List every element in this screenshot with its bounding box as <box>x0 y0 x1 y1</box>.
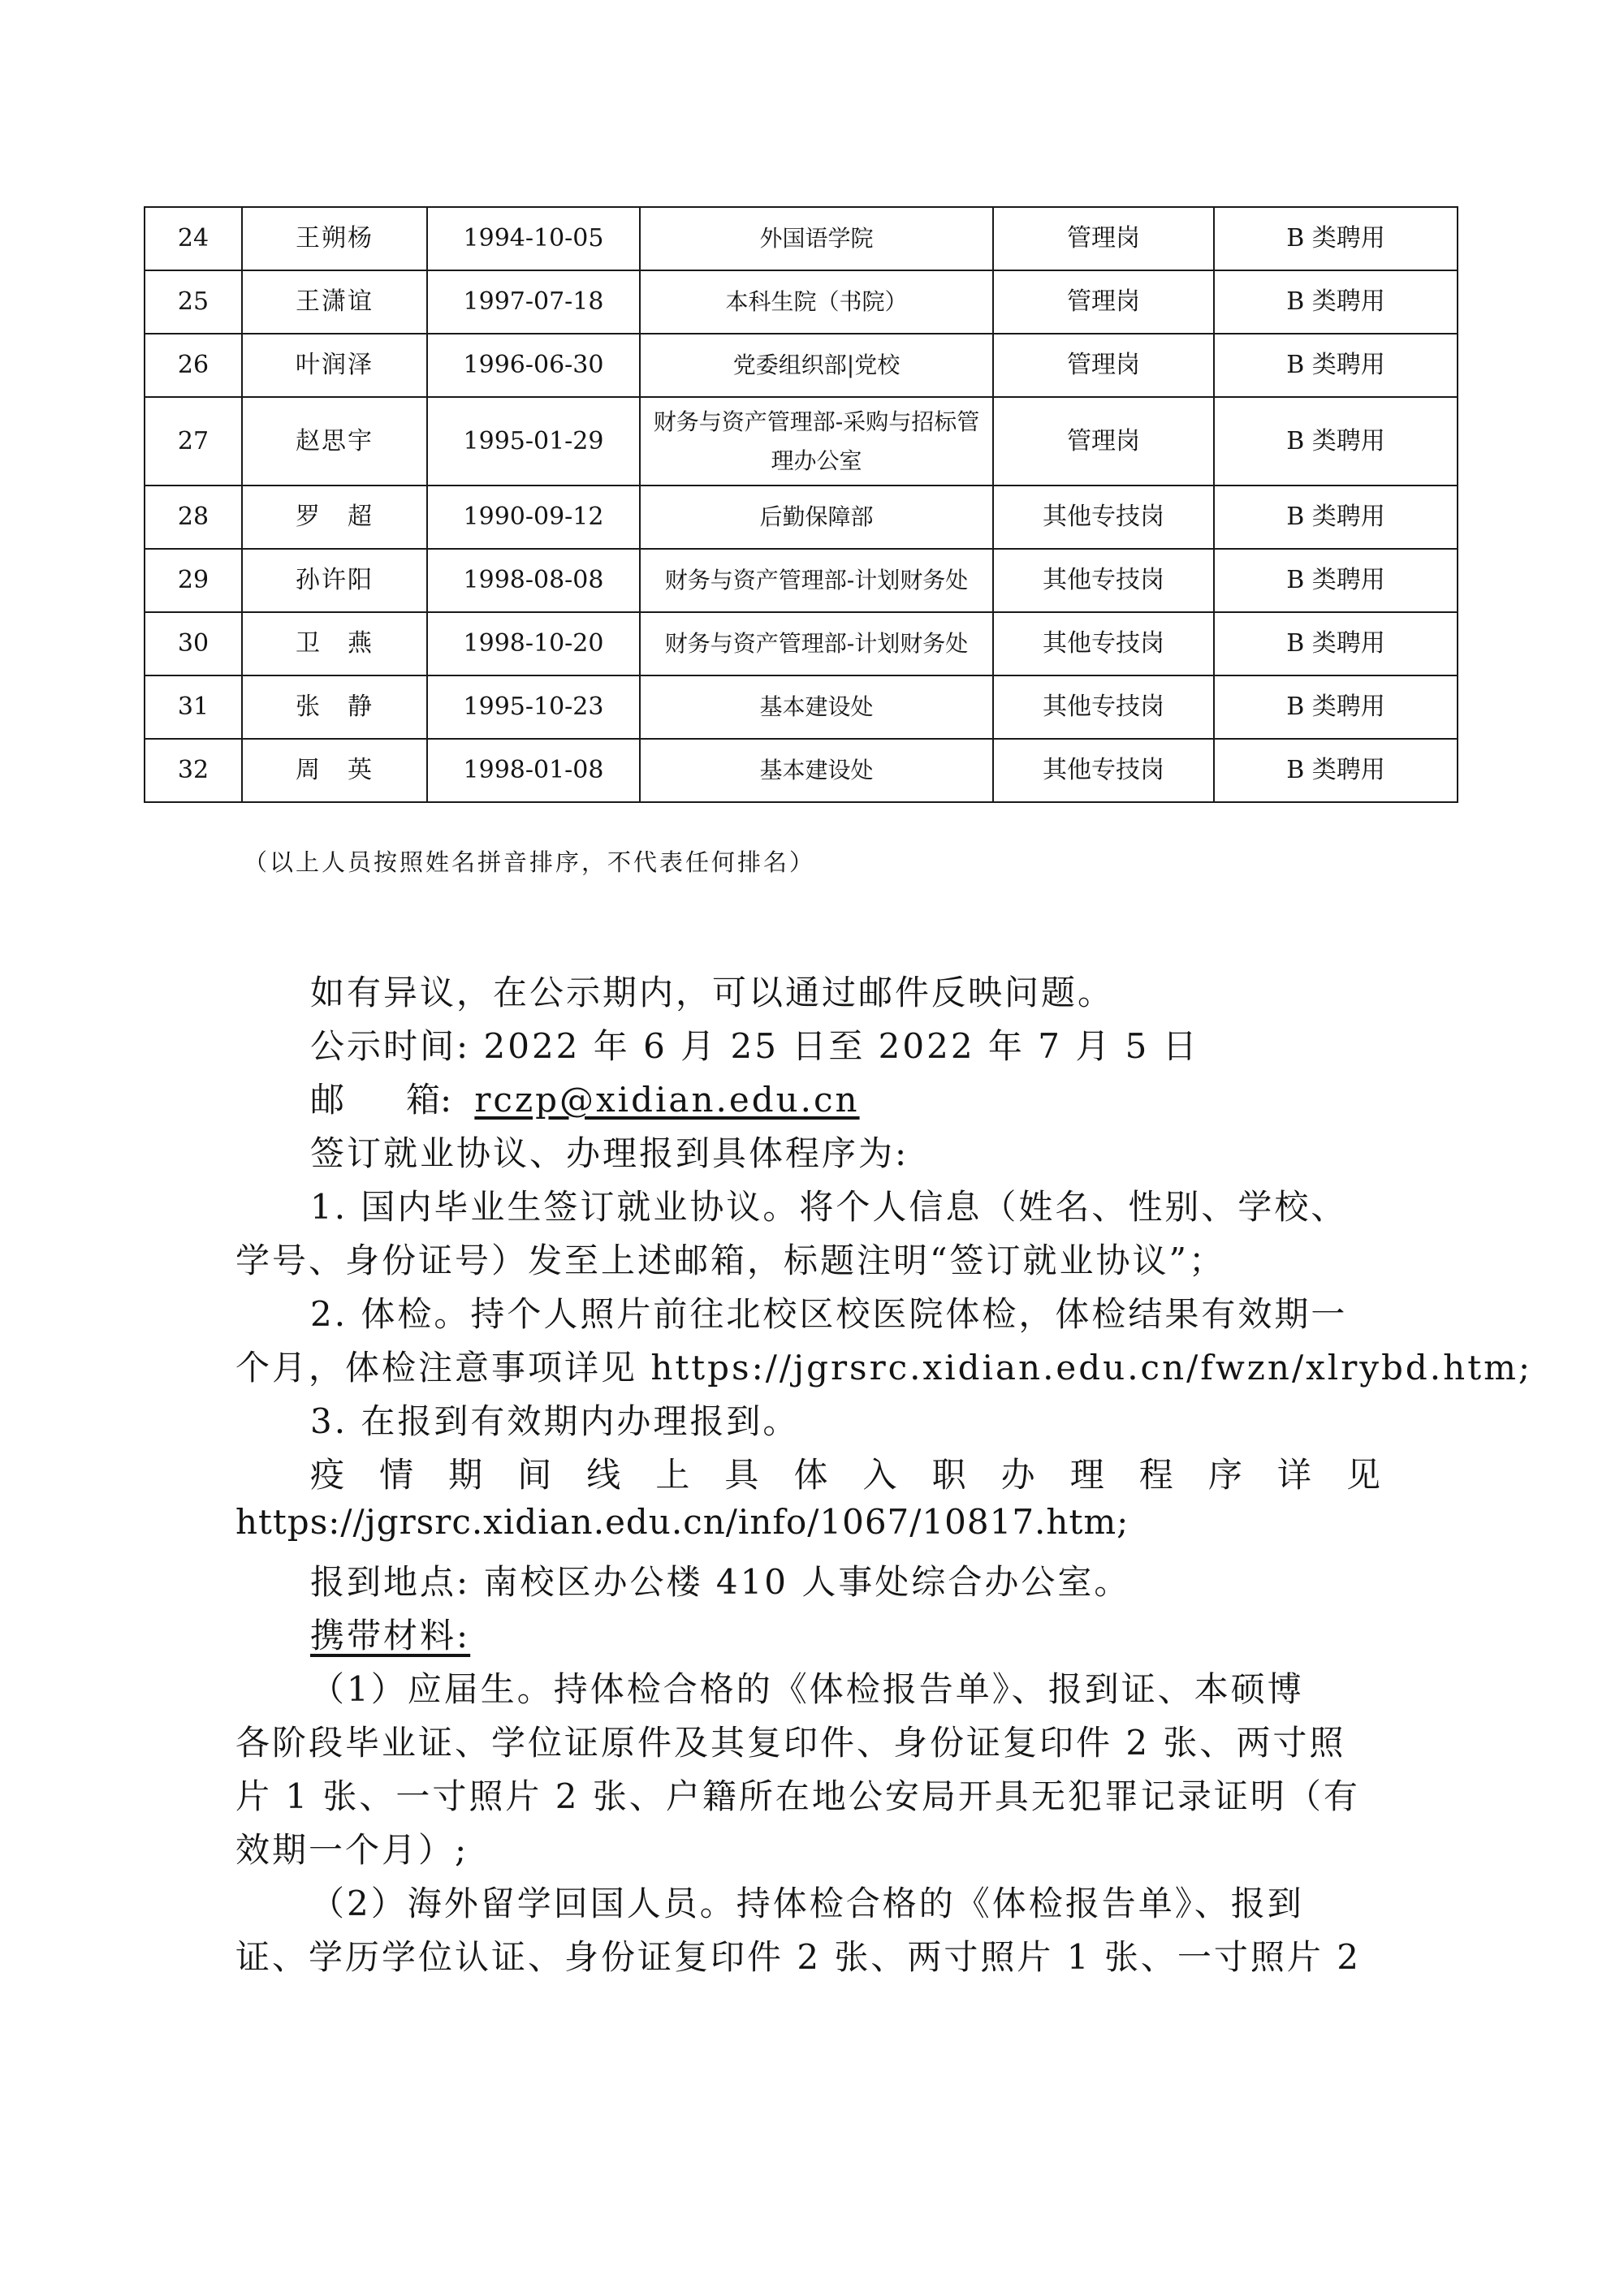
online-procedure-char: 线 <box>586 1455 621 1495</box>
online-procedure-char: 序 <box>1207 1455 1242 1495</box>
online-procedure-char: 程 <box>1138 1455 1173 1495</box>
unit-name: 本科生院（书院） <box>640 270 993 334</box>
post-category: 其他专技岗 <box>993 612 1214 675</box>
post-category: 其他专技岗 <box>993 675 1214 739</box>
unit-name: 党委组织部|党校 <box>640 334 993 397</box>
online-procedure-char: 疫 <box>310 1455 345 1495</box>
person-name: 王朔杨 <box>242 207 427 270</box>
online-procedure-line <box>310 1448 1380 1497</box>
online-procedure-char: 期 <box>448 1455 483 1495</box>
unit-name: 基本建设处 <box>640 675 993 739</box>
post-category: 管理岗 <box>993 207 1214 270</box>
birth-date: 1997-07-18 <box>427 270 640 334</box>
birth-date: 1996-06-30 <box>427 334 640 397</box>
post-category: 管理岗 <box>993 334 1214 397</box>
birth-date: 1995-10-23 <box>427 675 640 739</box>
materials-1-line-b: 各阶段毕业证、学位证原件及其复印件、身份证复印件 2 张、两寸照 <box>235 1723 1346 1763</box>
post-category: 管理岗 <box>993 397 1214 486</box>
row-number: 24 <box>145 207 242 270</box>
row-number: 26 <box>145 334 242 397</box>
unit-name: 基本建设处 <box>640 739 993 802</box>
row-number: 25 <box>145 270 242 334</box>
online-procedure-char: 办 <box>1000 1455 1035 1495</box>
online-procedure-char: 见 <box>1345 1455 1380 1495</box>
row-number: 27 <box>145 397 242 486</box>
online-procedure-link[interactable]: https://jgrsrc.xidian.edu.cn/info/1067/10817.htm; <box>235 1502 1129 1542</box>
table-row <box>145 207 1458 270</box>
row-number: 29 <box>145 549 242 612</box>
person-name: 张 静 <box>242 675 427 739</box>
materials-2-line-b: 证、学历学位认证、身份证复印件 2 张、两寸照片 1 张、一寸照片 2 <box>235 1937 1361 1977</box>
birth-date: 1995-01-29 <box>427 397 640 486</box>
table-row <box>145 397 1458 486</box>
online-procedure-char: 上 <box>655 1455 690 1495</box>
table-row <box>145 612 1458 675</box>
online-procedure-char: 理 <box>1069 1455 1104 1495</box>
birth-date: 1998-10-20 <box>427 612 640 675</box>
person-name: 叶润泽 <box>242 334 427 397</box>
period-value: 2022 年 6 月 25 日至 2022 年 7 月 5 日 <box>483 1026 1199 1066</box>
person-name: 周 英 <box>242 739 427 802</box>
objection-line: 如有异议，在公示期内，可以通过邮件反映问题。 <box>310 973 1115 1012</box>
birth-date: 1998-01-08 <box>427 739 640 802</box>
step1-line-a: 1. 国内毕业生签订就业协议。将个人信息（姓名、性别、学校、 <box>310 1187 1348 1227</box>
hire-type: B 类聘用 <box>1214 207 1458 270</box>
personnel-table-body <box>145 207 1458 802</box>
row-number: 30 <box>145 612 242 675</box>
materials-1-line-d: 效期一个月）; <box>235 1830 469 1870</box>
sorting-note: （以上人员按照姓名拼音排序，不代表任何排名） <box>244 848 816 876</box>
procedure-title: 签订就业协议、办理报到具体程序为: <box>310 1133 909 1173</box>
row-number: 28 <box>145 486 242 549</box>
online-procedure-char: 具 <box>724 1455 759 1495</box>
birth-date: 1998-08-08 <box>427 549 640 612</box>
person-name: 卫 燕 <box>242 612 427 675</box>
post-category: 其他专技岗 <box>993 486 1214 549</box>
birth-date: 1994-10-05 <box>427 207 640 270</box>
unit-name: 后勤保障部 <box>640 486 993 549</box>
person-name: 王潇谊 <box>242 270 427 334</box>
person-name: 赵思宇 <box>242 397 427 486</box>
online-procedure-char: 详 <box>1276 1455 1311 1495</box>
personnel-table <box>144 206 1458 803</box>
step2-line-b: 个月，体检注意事项详见 https://jgrsrc.xidian.edu.cn/fwzn/xlrybd.htm; <box>235 1348 1533 1388</box>
post-category: 管理岗 <box>993 270 1214 334</box>
table-row <box>145 549 1458 612</box>
hire-type: B 类聘用 <box>1214 486 1458 549</box>
unit-name: 财务与资产管理部-计划财务处 <box>640 612 993 675</box>
unit-name: 财务与资产管理部-采购与招标管理办公室 <box>640 397 993 486</box>
table-row <box>145 270 1458 334</box>
hire-type: B 类聘用 <box>1214 739 1458 802</box>
row-number: 32 <box>145 739 242 802</box>
period-line <box>310 1020 1199 1068</box>
online-procedure-char: 间 <box>517 1455 552 1495</box>
online-procedure-char: 职 <box>931 1455 966 1495</box>
location-line: 报到地点: 南校区办公楼 410 人事处综合办公室。 <box>310 1562 1131 1602</box>
birth-date: 1990-09-12 <box>427 486 640 549</box>
materials-1-line-a: （1）应届生。持体检合格的《体检报告单》、报到证、本硕博 <box>310 1669 1304 1709</box>
step2-line-a: 2. 体检。持个人照片前往北校区校医院体检，体检结果有效期一 <box>310 1294 1348 1334</box>
table-row <box>145 739 1458 802</box>
person-name: 孙许阳 <box>242 549 427 612</box>
materials-title: 携带材料: <box>310 1616 471 1655</box>
hire-type: B 类聘用 <box>1214 334 1458 397</box>
online-procedure-char: 情 <box>379 1455 414 1495</box>
materials-2-line-a: （2）海外留学回国人员。持体检合格的《体检报告单》、报到 <box>310 1884 1304 1923</box>
table-row <box>145 334 1458 397</box>
period-label: 公示时间: <box>310 1026 471 1066</box>
email-line <box>310 1073 860 1122</box>
hire-type: B 类聘用 <box>1214 270 1458 334</box>
online-procedure-char: 体 <box>793 1455 828 1495</box>
hire-type: B 类聘用 <box>1214 675 1458 739</box>
row-number: 31 <box>145 675 242 739</box>
online-procedure-char: 入 <box>862 1455 897 1495</box>
post-category: 其他专技岗 <box>993 739 1214 802</box>
step1-line-b: 学号、身份证号）发至上述邮箱，标题注明“签订就业协议”； <box>235 1241 1225 1280</box>
step3-line: 3. 在报到有效期内办理报到。 <box>310 1401 800 1441</box>
hire-type: B 类聘用 <box>1214 549 1458 612</box>
email-link[interactable]: rczp@xidian.edu.cn <box>474 1080 860 1120</box>
email-label: 邮 箱: <box>310 1080 452 1120</box>
post-category: 其他专技岗 <box>993 549 1214 612</box>
hire-type: B 类聘用 <box>1214 397 1458 486</box>
unit-name: 财务与资产管理部-计划财务处 <box>640 549 993 612</box>
hire-type: B 类聘用 <box>1214 612 1458 675</box>
materials-1-line-c: 片 1 张、一寸照片 2 张、户籍所在地公安局开具无犯罪记录证明（有 <box>235 1776 1360 1816</box>
unit-name: 外国语学院 <box>640 207 993 270</box>
table-row <box>145 675 1458 739</box>
table-row <box>145 486 1458 549</box>
person-name: 罗 超 <box>242 486 427 549</box>
